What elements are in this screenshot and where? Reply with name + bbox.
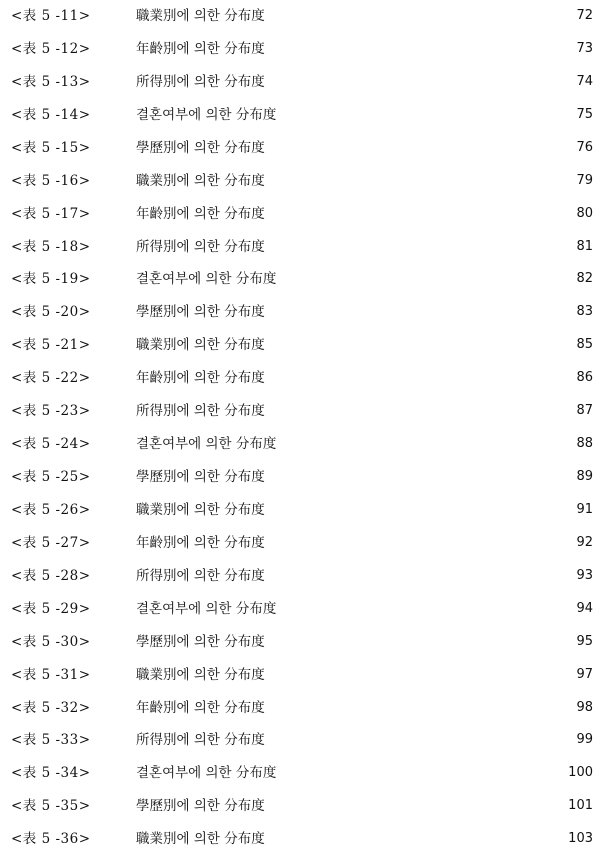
- page-number: 91: [576, 501, 593, 517]
- table-title: 결혼여부에 의한 分布度: [136, 106, 277, 123]
- page-number: 73: [576, 40, 593, 56]
- dot-leader: [275, 201, 573, 227]
- table-title: 職業別에 의한 分布度: [136, 172, 265, 189]
- toc-entry: [0, 596, 602, 622]
- toc-entry: [0, 431, 602, 457]
- page-number: 94: [576, 600, 593, 616]
- toc-entry: [0, 760, 602, 786]
- toc-entry: [0, 168, 602, 194]
- dot-leader: [275, 629, 573, 655]
- table-number: <表 5 -29>: [11, 600, 91, 617]
- toc-entry: [0, 497, 602, 523]
- table-title: 결혼여부에 의한 分布度: [136, 436, 277, 453]
- page-number: 75: [576, 106, 593, 122]
- page-number: 74: [576, 73, 593, 89]
- dot-leader: [275, 234, 573, 260]
- toc-entry: [0, 826, 602, 852]
- dot-leader: [275, 826, 565, 852]
- table-title: 職業別에 의한 分布度: [136, 337, 265, 354]
- dot-leader: [275, 793, 565, 819]
- table-number: <表 5 -15>: [11, 139, 91, 156]
- page-number: 85: [576, 337, 593, 353]
- table-number: <表 5 -24>: [11, 436, 91, 453]
- dot-leader: [286, 266, 573, 292]
- table-number: <表 5 -13>: [11, 73, 91, 90]
- table-title: 所得別에 의한 分布度: [136, 238, 265, 255]
- dot-leader: [275, 662, 573, 688]
- toc-entry: [0, 695, 602, 721]
- dot-leader: [275, 365, 573, 391]
- table-title: 職業別에 의한 分布度: [136, 501, 265, 518]
- page-number: 80: [576, 205, 593, 221]
- toc-entry: [0, 201, 602, 227]
- page-number: 72: [576, 8, 593, 23]
- table-number: <表 5 -17>: [11, 205, 91, 222]
- table-number: <表 5 -26>: [11, 501, 91, 518]
- table-title: 결혼여부에 의한 分布度: [136, 600, 277, 617]
- page-number: 81: [576, 238, 593, 254]
- table-title: 결혼여부에 의한 分布度: [136, 271, 277, 288]
- dot-leader: [286, 431, 573, 457]
- page-number: 88: [576, 436, 593, 452]
- dot-leader: [275, 168, 573, 194]
- table-number: <表 5 -12>: [11, 40, 91, 57]
- page-number: 99: [576, 732, 593, 748]
- table-number: <表 5 -35>: [11, 798, 91, 815]
- dot-leader: [275, 135, 573, 161]
- table-title: 年齡別에 의한 分布度: [136, 205, 265, 222]
- dot-leader: [275, 695, 573, 721]
- table-number: <表 5 -20>: [11, 304, 91, 321]
- toc-entry: [0, 398, 602, 424]
- dot-leader: [275, 332, 573, 358]
- dot-leader: [286, 760, 565, 786]
- dot-leader: [286, 102, 573, 128]
- dot-leader: [275, 727, 573, 753]
- table-title: 所得別에 의한 分布度: [136, 403, 265, 420]
- table-title: 學歷別에 의한 分布度: [136, 469, 265, 486]
- page-number: 95: [576, 633, 593, 649]
- toc-entry: [0, 464, 602, 490]
- page-number: 89: [576, 469, 593, 485]
- page-number: 83: [576, 304, 593, 320]
- page-number: 103: [568, 831, 593, 847]
- toc-entry: [0, 3, 602, 29]
- table-title: 學歷別에 의한 分布度: [136, 633, 265, 650]
- dot-leader: [275, 464, 573, 490]
- dot-leader: [275, 69, 573, 95]
- table-number: <表 5 -31>: [11, 666, 91, 683]
- toc-entry: [0, 266, 602, 292]
- page-number: 82: [576, 271, 593, 287]
- toc-entry: [0, 36, 602, 62]
- dot-leader: [275, 497, 573, 523]
- table-number: <表 5 -34>: [11, 765, 91, 782]
- page-number: 97: [576, 666, 593, 682]
- table-number: <表 5 -30>: [11, 633, 91, 650]
- dot-leader: [275, 299, 573, 325]
- toc-entry: [0, 563, 602, 589]
- dot-leader: [275, 36, 573, 62]
- table-title: 年齡別에 의한 分布度: [136, 534, 265, 551]
- page-number: 79: [576, 172, 593, 188]
- table-number: <表 5 -18>: [11, 238, 91, 255]
- table-title: 年齡別에 의한 分布度: [136, 370, 265, 387]
- table-title: 결혼여부에 의한 分布度: [136, 765, 277, 782]
- table-number: <表 5 -33>: [11, 732, 91, 749]
- table-title: 所得別에 의한 分布度: [136, 73, 265, 90]
- table-title: 所得別에 의한 分布度: [136, 732, 265, 749]
- page-number: 98: [576, 699, 593, 715]
- table-title: 職業別에 의한 分布度: [136, 666, 265, 683]
- table-title: 學歷別에 의한 分布度: [136, 304, 265, 321]
- table-title: 年齡別에 의한 分布度: [136, 40, 265, 57]
- dot-leader: [286, 596, 573, 622]
- table-number: <表 5 -27>: [11, 534, 91, 551]
- toc-entry: [0, 662, 602, 688]
- table-title: 職業別에 의한 分布度: [136, 831, 265, 848]
- toc-entry: [0, 234, 602, 260]
- toc-entry: [0, 299, 602, 325]
- page-number: 93: [576, 567, 593, 583]
- table-title: 所得別에 의한 分布度: [136, 567, 265, 584]
- table-number: <表 5 -21>: [11, 337, 91, 354]
- toc-entry: [0, 332, 602, 358]
- table-title: 學歷別에 의한 分布度: [136, 798, 265, 815]
- page-number: 86: [576, 370, 593, 386]
- table-number: <表 5 -25>: [11, 469, 91, 486]
- table-title: 年齡別에 의한 分布度: [136, 699, 265, 716]
- toc-entry: [0, 102, 602, 128]
- toc-entry: [0, 629, 602, 655]
- table-number: <表 5 -28>: [11, 567, 91, 584]
- page-number: 101: [568, 798, 593, 814]
- page-number: 76: [576, 139, 593, 155]
- table-number: <表 5 -22>: [11, 370, 91, 387]
- toc-entry: [0, 365, 602, 391]
- table-number: <表 5 -23>: [11, 403, 91, 420]
- dot-leader: [275, 3, 573, 29]
- toc-entry: [0, 135, 602, 161]
- table-number: <表 5 -19>: [11, 271, 91, 288]
- page-number: 100: [568, 765, 593, 781]
- toc-entry: [0, 530, 602, 556]
- table-title: 學歷別에 의한 分布度: [136, 139, 265, 156]
- table-number: <表 5 -14>: [11, 106, 91, 123]
- toc-entry: [0, 727, 602, 753]
- toc-entry: [0, 69, 602, 95]
- table-number: <表 5 -11>: [11, 8, 91, 24]
- table-number: <表 5 -32>: [11, 699, 91, 716]
- dot-leader: [275, 530, 573, 556]
- page-number: 87: [576, 403, 593, 419]
- table-number: <表 5 -36>: [11, 831, 91, 848]
- dot-leader: [275, 398, 573, 424]
- page-number: 92: [576, 534, 593, 550]
- dot-leader: [275, 563, 573, 589]
- table-number: <表 5 -16>: [11, 172, 91, 189]
- table-title: 職業別에 의한 分布度: [136, 8, 265, 24]
- toc-entry: [0, 793, 602, 819]
